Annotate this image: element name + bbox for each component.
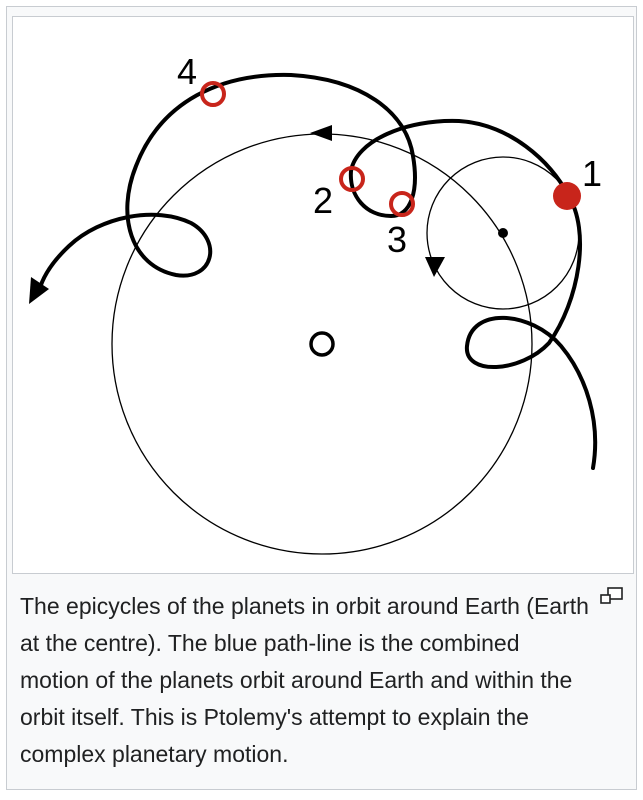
position-label-4: 4	[177, 51, 198, 92]
epicycle-diagram[interactable]	[12, 16, 634, 574]
position-label-2: 2	[313, 180, 334, 221]
diagram-canvas	[13, 17, 633, 573]
figure-caption	[20, 588, 612, 773]
position-label-1: 1	[582, 153, 603, 194]
epicycle-centre-dot	[498, 228, 508, 238]
path-end-arrow-icon	[29, 277, 49, 304]
earth-icon	[311, 333, 333, 355]
deferent-direction-arrow-icon	[310, 125, 332, 141]
epicycle-direction-arrow-icon	[425, 257, 445, 277]
caption-text: The epicycles of the planets in orbit around Earth (Earth at the centre). The blue path-line is the combined motion of the planets orbit around Earth and within the orbit itself. This is Ptolemy's attempt to explain the complex planetary motion.	[20, 593, 589, 767]
position-marker-1	[553, 182, 581, 210]
position-label-3: 3	[387, 219, 408, 260]
magnify-clip-icon[interactable]	[599, 586, 625, 608]
